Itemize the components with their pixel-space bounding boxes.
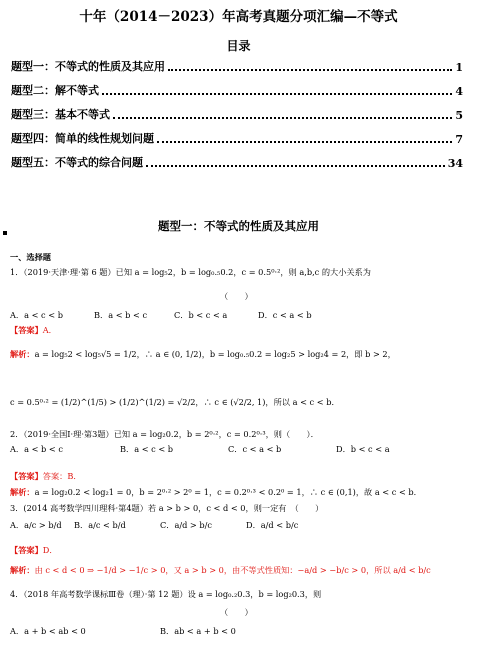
option-b: B．ab < a + b < 0 [160, 626, 236, 636]
toc-entry-label: 题型四：简单的线性规划问题 [11, 132, 154, 145]
question-stem: 1．（2019·天津·理·第 6 题）已知 a = log₅2，b = log₀.₅0.2，c = 0.5⁰·²，则 a,b,c 的大小关系为 [10, 267, 371, 277]
toc-entry[interactable] [11, 152, 463, 170]
toc-entry-label: 题型五：不等式的综合问题 [11, 156, 143, 169]
answer-line [10, 324, 470, 336]
analysis-text: a = log₂0.2 < log₂1 = 0，b = 2⁰·² > 2⁰ = 1，c = 0.2⁰·³ < 0.2⁰ = 1，∴ c ∈ (0,1)，故 a < c < b． [34, 487, 422, 497]
answer-tag: 【答案】 [10, 471, 43, 481]
toc-entry[interactable] [11, 104, 463, 122]
option-row [10, 626, 470, 638]
toc-leader-dots [102, 92, 452, 95]
question-stem: 4．（2018 年高考数学课标Ⅲ卷（理）·第 12 题）设 a = log₀.₂0.3，b = log₂0.3，则 [10, 589, 322, 599]
option-c: C．a/d > b/c [160, 520, 212, 530]
part-label: 一、选择题 [10, 252, 51, 262]
answer-tag: 【答案】 [10, 325, 43, 335]
option-b: B．a/c < b/d [74, 520, 126, 530]
document-title: 十年（2014－2023）年高考真题分项汇编—不等式 [79, 9, 398, 25]
answer-value: D． [42, 545, 58, 555]
answer-tag: 【答案】 [10, 545, 43, 555]
toc-title: 目录 [226, 39, 251, 53]
option-b: B．a < b < c [94, 310, 148, 320]
question-stem: 2．（2019·全国Ⅰ·理·第3题）已知 a = log₂0.2，b = 2⁰·²，c = 0.2⁰·³，则（ ）． [10, 429, 319, 439]
answer-line [10, 544, 470, 556]
toc-entry-page: 4 [455, 85, 463, 98]
toc-leader-dots [146, 164, 445, 167]
analysis-tag: 解析： [10, 349, 35, 359]
toc-entry-label: 题型一：不等式的性质及其应用 [11, 60, 165, 73]
toc-leader-dots [157, 140, 452, 143]
analysis-line: c = 0.5⁰·² = (1/2)^(1/5) > (1/2)^(1/2) = √2/2，∴ c ∈ (√2/2, 1)，所以 a < c < b． [10, 397, 340, 407]
toc-entry[interactable] [11, 56, 463, 74]
answer-paren: （ ） [220, 607, 253, 617]
option-c: C．c < a < b [228, 444, 282, 454]
option-row [10, 310, 470, 322]
option-a: A．a < c < b [10, 310, 63, 320]
analysis-line [10, 348, 470, 360]
toc-leader-dots [113, 116, 452, 119]
option-a: A．a < b < c [10, 444, 63, 454]
option-a: A．a + b < ab < 0 [10, 626, 86, 636]
option-c: C．b < c < a [174, 310, 228, 320]
option-d: D．b < c < a [336, 444, 390, 454]
toc-entry-page: 7 [455, 133, 463, 146]
option-d: D．a/d < b/c [246, 520, 299, 530]
section-title: 题型一：不等式的性质及其应用 [158, 219, 319, 233]
answer-value: 答案：B． [42, 471, 82, 481]
option-b: B．a < c < b [120, 444, 174, 454]
option-row [10, 444, 470, 456]
option-d: D．c < a < b [258, 310, 312, 320]
question-stem: 3．(2014 高考数学四川理科·第4题）若 a > b > 0，c < d < 0，则一定有 （ ） [10, 503, 324, 513]
analysis-tag: 解析： [10, 487, 35, 497]
toc-entry-label: 题型二：解不等式 [11, 84, 99, 97]
toc-entry[interactable] [11, 80, 463, 98]
analysis-line [10, 564, 470, 576]
toc-entry-page: 34 [447, 157, 463, 170]
toc-leader-dots [168, 68, 452, 71]
option-a: A．a/c > b/d [10, 520, 62, 530]
toc-entry-page: 1 [455, 61, 463, 74]
answer-line [10, 470, 470, 482]
toc-entry[interactable] [11, 128, 463, 146]
option-row [10, 520, 470, 532]
answer-value: A． [42, 325, 57, 335]
analysis-text: 由 c < d < 0 ⇒ −1/d > −1/c > 0，又 a > b > 0，由不等式性质知：−a/d > −b/c > 0，所以 a/d < b/c [34, 565, 431, 575]
toc-entry-page: 5 [455, 109, 463, 122]
toc-entry-label: 题型三：基本不等式 [11, 108, 110, 121]
analysis-text: a = log₅2 < log₅√5 = 1/2，∴ a ∈ (0, 1/2)，b = log₀.₅0.2 = log₂5 > log₂4 = 2，即 b > 2， [34, 349, 396, 359]
analysis-tag: 解析： [10, 565, 35, 575]
answer-paren: （ ） [220, 291, 253, 301]
analysis-line [10, 486, 470, 498]
